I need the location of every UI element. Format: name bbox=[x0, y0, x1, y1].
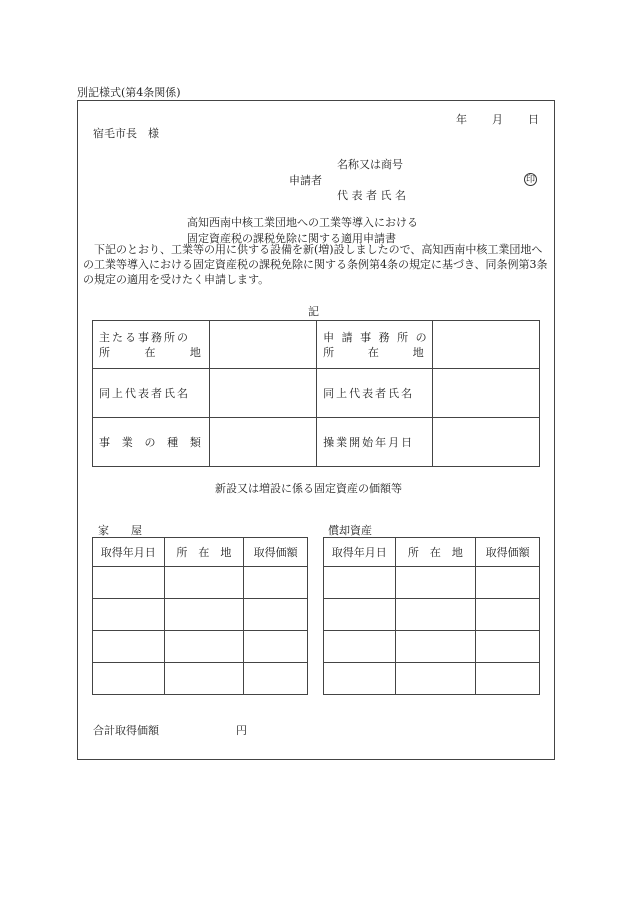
seal-icon: 印 bbox=[525, 175, 535, 185]
office-location-field[interactable] bbox=[209, 321, 316, 369]
house-header-price: 取得価額 bbox=[244, 538, 308, 567]
house-cell[interactable] bbox=[164, 631, 244, 663]
depreciable-cell[interactable] bbox=[476, 567, 540, 599]
table-row bbox=[93, 599, 308, 631]
depreciable-table bbox=[323, 537, 540, 695]
depreciable-cell[interactable] bbox=[476, 631, 540, 663]
depreciable-cell[interactable] bbox=[395, 663, 476, 695]
total-label: 合計取得価額 bbox=[93, 724, 159, 737]
house-cell[interactable] bbox=[93, 631, 165, 663]
depreciable-cell[interactable] bbox=[476, 599, 540, 631]
start-date-field[interactable] bbox=[432, 418, 539, 467]
office-location-label: 主たる事務所の 所 在 地 bbox=[93, 321, 210, 369]
table-row bbox=[324, 663, 540, 695]
depreciable-cell[interactable] bbox=[395, 631, 476, 663]
business-type-label: 事 業 の 種 類 bbox=[93, 418, 210, 467]
rep-name-label-left: 同上代表者氏名 bbox=[93, 369, 210, 418]
house-cell[interactable] bbox=[244, 567, 308, 599]
start-date-label: 操業開始年月日 bbox=[317, 418, 433, 467]
depreciable-title: 償却資産 bbox=[328, 524, 372, 537]
title-line-1: 高知西南中核工業団地への工業等導入における bbox=[187, 216, 418, 229]
table-row bbox=[93, 663, 308, 695]
depreciable-cell[interactable] bbox=[395, 567, 476, 599]
house-cell[interactable] bbox=[164, 567, 244, 599]
total-unit: 円 bbox=[236, 724, 247, 737]
apply-office-label: 申 請 事 務 所 の 所 在 地 bbox=[317, 321, 433, 369]
house-cell[interactable] bbox=[244, 631, 308, 663]
applicant-info-table bbox=[92, 320, 540, 467]
applicant-name-label: 名称又は商号 bbox=[337, 158, 403, 171]
applicant-label: 申請者 bbox=[289, 174, 322, 187]
date-month: 月 bbox=[492, 113, 503, 126]
depreciable-header-location: 所 在 地 bbox=[395, 538, 476, 567]
date-year: 年 bbox=[456, 113, 467, 126]
depreciable-cell[interactable] bbox=[324, 663, 396, 695]
apply-office-field[interactable] bbox=[432, 321, 539, 369]
house-cell[interactable] bbox=[93, 663, 165, 695]
depreciable-cell[interactable] bbox=[324, 567, 396, 599]
ki-label: 記 bbox=[308, 305, 319, 318]
table-row bbox=[93, 631, 308, 663]
business-type-field[interactable] bbox=[209, 418, 316, 467]
table-row bbox=[324, 599, 540, 631]
table-row bbox=[324, 567, 540, 599]
depreciable-cell[interactable] bbox=[395, 599, 476, 631]
table-row bbox=[324, 631, 540, 663]
body-paragraph bbox=[83, 242, 548, 287]
depreciable-cell[interactable] bbox=[476, 663, 540, 695]
house-cell[interactable] bbox=[93, 599, 165, 631]
house-cell[interactable] bbox=[244, 663, 308, 695]
house-title: 家 屋 bbox=[98, 524, 142, 537]
house-header-date: 取得年月日 bbox=[93, 538, 165, 567]
house-cell[interactable] bbox=[164, 663, 244, 695]
rep-name-field-left[interactable] bbox=[209, 369, 316, 418]
assets-title: 新設又は増設に係る固定資産の価額等 bbox=[215, 482, 402, 495]
house-cell[interactable] bbox=[93, 567, 165, 599]
body-text: 下記のとおり、工業等の用に供する設備を新(増)設しましたので、高知西南中核工業団地への工業等導入における固定資産税の課税免除に関する条例第4条の規定に基づき、同条例第3条の規定の適用を受けたく申請します。 bbox=[83, 243, 548, 286]
house-cell[interactable] bbox=[244, 599, 308, 631]
house-table bbox=[92, 537, 308, 695]
house-cell[interactable] bbox=[164, 599, 244, 631]
depreciable-header-price: 取得価額 bbox=[476, 538, 540, 567]
rep-name-label-right: 同上代表者氏名 bbox=[317, 369, 433, 418]
rep-name-field-right[interactable] bbox=[432, 369, 539, 418]
date-day: 日 bbox=[528, 113, 539, 126]
depreciable-cell[interactable] bbox=[324, 599, 396, 631]
depreciable-header-date: 取得年月日 bbox=[324, 538, 396, 567]
title-line-2: 固定資産税の課税免除に関する適用申請書 bbox=[187, 232, 396, 245]
house-header-location: 所 在 地 bbox=[164, 538, 244, 567]
addressee: 宿毛市長 様 bbox=[93, 127, 159, 140]
depreciable-cell[interactable] bbox=[324, 631, 396, 663]
form-label: 別記様式(第4条関係) bbox=[77, 86, 181, 99]
applicant-rep-label: 代 表 者 氏 名 bbox=[337, 189, 406, 202]
table-row bbox=[93, 567, 308, 599]
